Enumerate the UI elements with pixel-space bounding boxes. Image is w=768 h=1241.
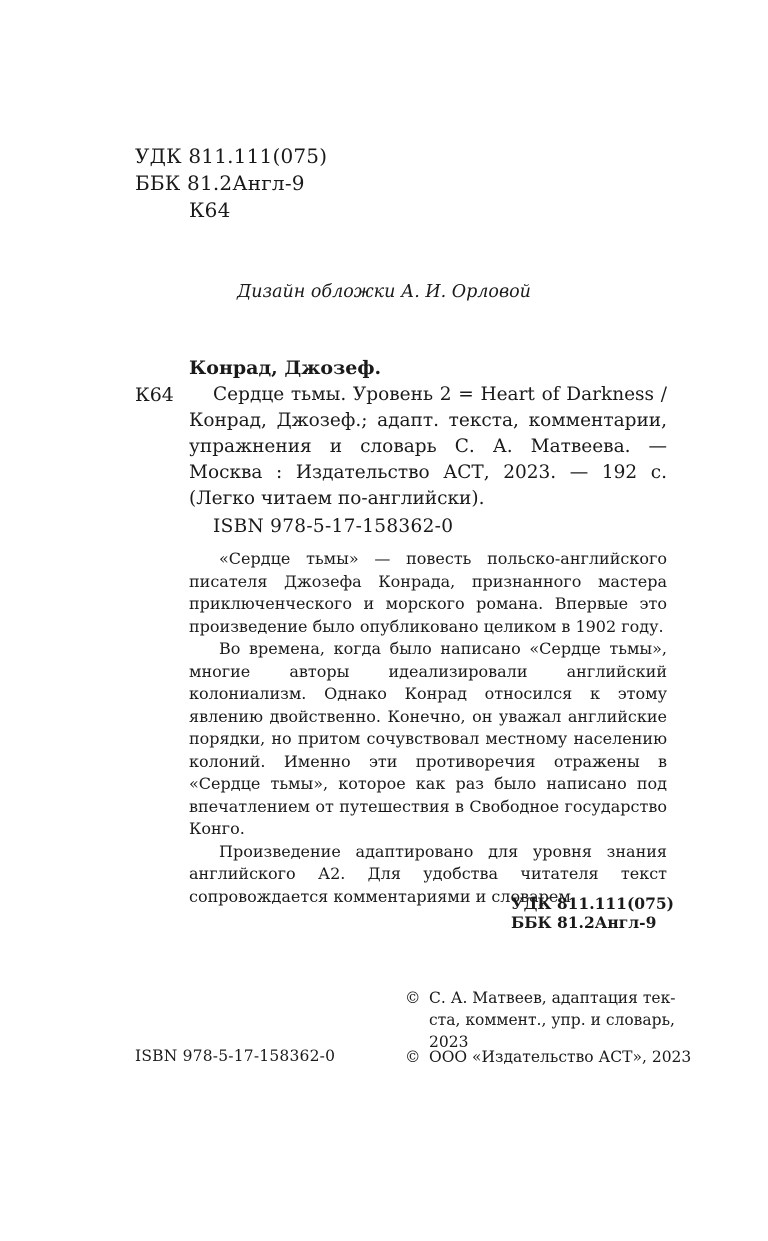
copyright-adaptation <box>405 987 676 1053</box>
annotation <box>189 548 667 908</box>
isbn-bottom: ISBN 978-5-17-158362-0 <box>135 1047 336 1065</box>
copyright-line: ста, коммент., упр. и словарь, <box>429 1011 675 1029</box>
annotation-paragraph: Произведение адаптировано для уровня знания английского А2. Для удобства читателя текст сопровождается комментариями и словарем. <box>189 841 667 906</box>
copyright-symbol: © <box>405 989 421 1007</box>
copyright-publisher-text: ООО «Издательство АСТ», 2023 <box>429 1048 692 1066</box>
udk-code: УДК 811.111(075) <box>135 144 328 168</box>
copyright-publisher <box>405 1046 691 1068</box>
author-mark: К64 <box>189 198 231 222</box>
udk-code-bold: УДК 811.111(075) <box>511 894 674 913</box>
annotation-paragraph: Во времена, когда было написано «Сердце тьмы», многие авторы идеализировали английский колониализм. Однако Конрад относился к этому явлению двойственно. Конечно, он уважал английские порядки, но притом сочувствовал местному населению колоний. Именно эти противоречия отражены в «Сердце тьмы», которое как раз было написано под впечатлением от путешествия в Свободное государство Конго. <box>189 639 667 838</box>
record-isbn: ISBN 978-5-17-158362-0 <box>213 516 454 537</box>
copyright-symbol: © <box>405 1048 421 1066</box>
cover-designer: Дизайн обложки А. И. Орловой <box>237 282 531 302</box>
record-author-mark: К64 <box>135 384 174 406</box>
record-author: Конрад, Джозеф. <box>189 357 382 379</box>
annotation-paragraph: «Сердце тьмы» — повесть польско-английского писателя Джозефа Конрада, признанного мастера приключенческого и морского романа. Впервые это произведение было опубликовано целиком в 1902 году. <box>189 549 667 636</box>
record-description: Сердце тьмы. Уровень 2 = Heart of Darkness / Конрад, Джозеф.; адапт. текста, комментарии, упражнения и словарь С. А. Матвеева. — Москва : Издательство АСТ, 2023. — 192 с. (Легко читаем по-английски). <box>189 384 667 509</box>
copyright-line: 2023 <box>429 1033 469 1051</box>
copyright-line: С. А. Матвеев, адаптация тек- <box>429 989 676 1007</box>
bbk-code: ББК 81.2Англ-9 <box>135 171 305 195</box>
bbk-code-bold: ББК 81.2Англ-9 <box>511 913 657 932</box>
